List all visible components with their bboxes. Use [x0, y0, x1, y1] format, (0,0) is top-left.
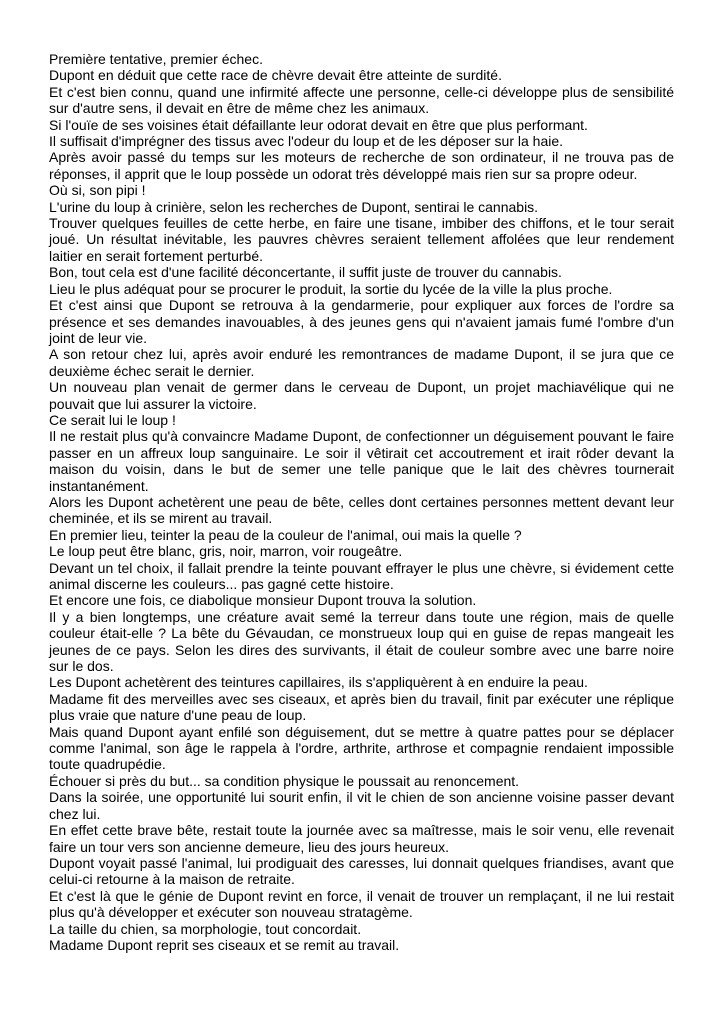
paragraph: Première tentative, premier échec. — [49, 51, 263, 67]
paragraph: Il ne restait plus qu'à convaincre Madame Dupont, de confectionner un déguisement pouvant le faire passer en un affreux loup sanguinaire. Le soir il vêtirait cet accoutrement et irait rôder devant la maison du voisin, dans le but de semer une telle panique que le lait des chèvres tournerait instantanément. — [49, 428, 674, 494]
paragraph: Où si, son pipi ! — [49, 182, 146, 199]
paragraph: Trouver quelques feuilles de cette herbe, en faire une tisane, imbiber des chiffons, et le tour serait joué. Un résultat inévitable, les pauvres chèvres seraient tellement affolées que leur rendement laitier en serait fortement perturbé. — [49, 215, 674, 264]
paragraph: Il y a bien longtemps, une créature avait semé la terreur dans toute une région, mais de quelle couleur était-elle ? La bête du Gévaudan, ce monstrueux loup qui en guise de repas mangeait les jeunes de ce pays. Selon les dires des survivants, il était de couleur sombre avec une barre noire sur le dos. — [49, 608, 674, 675]
document-page — [49, 51, 674, 953]
paragraph: Mais quand Dupont ayant enfilé son déguisement, dut se mettre à quatre pattes pour se déplacer comme l'animal, son âge le rappela à l'ordre, arthrite, arthrose et compagnie rendaient impossible toute quadrupédie. — [49, 723, 674, 773]
paragraph: Si l'ouïe de ses voisines était défaillante leur odorat devait en être que plus performant. — [49, 116, 588, 133]
paragraph: Et c'est ainsi que Dupont se retrouva à la gendarmerie, pour expliquer aux forces de l'ordre sa présence et ses demandes inavouables, à des jeunes gens qui n'avaient jamais fumé l'ombre d'un joint de leur vie. — [49, 297, 674, 346]
paragraph: Dupont en déduit que cette race de chèvre devait être atteinte de surdité. — [49, 67, 502, 84]
paragraph: La taille du chien, sa morphologie, tout concordait. — [49, 920, 362, 937]
paragraph: Dupont voyait passé l'animal, lui prodiguait des caresses, lui donnait quelques friandises, avant que celui-ci retourne à la maison de retraite. — [49, 854, 674, 888]
paragraph: Madame Dupont reprit ses ciseaux et se remit au travail. — [49, 936, 400, 953]
paragraph: Ce serait lui le loup ! — [49, 411, 176, 428]
paragraph: Les Dupont achetèrent des teintures capillaires, ils s'appliquèrent à en enduire la peau. — [49, 674, 588, 691]
paragraph: A son retour chez lui, après avoir enduré les remontrances de madame Dupont, il se jura que ce deuxième échec serait le dernier. — [49, 346, 674, 379]
paragraph: Échouer si près du but... sa condition physique le poussait au renoncement. — [49, 772, 520, 789]
paragraph: En effet cette brave bête, restait toute la journée avec sa maîtresse, mais le soir venu, elle revenait faire un tour vers son ancienne demeure, lieu des jours heureux. — [49, 822, 674, 855]
paragraph: Et c'est bien connu, quand une infirmité affecte une personne, celle-ci développe plus de sensibilité sur d'autre sens, il devait en être de même chez les animaux. — [49, 83, 674, 117]
paragraph: Il suffisait d'imprégner des tissus avec l'odeur du loup et de les déposer sur la haie. — [49, 133, 564, 150]
paragraph: En premier lieu, teinter la peau de la couleur de l'animal, oui mais la quelle ? — [49, 526, 522, 543]
paragraph: Dans la soirée, une opportunité lui sourit enfin, il vit le chien de son ancienne voisine passer devant chez lui. — [49, 789, 674, 822]
paragraph: Devant un tel choix, il fallait prendre la teinte pouvant effrayer le plus une chèvre, si évidement cette animal discerne les couleurs... pas gagné cette histoire. — [49, 559, 674, 592]
paragraph: Madame fit des merveilles avec ses ciseaux, et après bien du travail, finit par exécuter une réplique plus vraie que nature d'une peau de loup. — [49, 690, 674, 724]
paragraph: Alors les Dupont achetèrent une peau de bête, celles dont certaines personnes mettent devant leur cheminée, et ils se mirent au travail. — [49, 493, 674, 527]
paragraph: Après avoir passé du temps sur les moteurs de recherche de son ordinateur, il ne trouva pas de réponses, il apprit que le loup possède un odorat très développé mais rien sur sa propre odeur. — [49, 149, 674, 182]
paragraph: Un nouveau plan venait de germer dans le cerveau de Dupont, un projet machiavélique qui ne pouvait que lui assurer la victoire. — [49, 379, 674, 412]
paragraph: Et c'est là que le génie de Dupont revint en force, il venait de trouver un remplaçant, il ne lui restait plus qu'à développer et exécuter son nouveau stratagème. — [49, 887, 674, 921]
paragraph: Le loup peut être blanc, gris, noir, marron, voir rougeâtre. — [49, 543, 403, 560]
paragraph: L'urine du loup à crinière, selon les recherches de Dupont, sentirai le cannabis. — [49, 198, 539, 215]
paragraph: Et encore une fois, ce diabolique monsieur Dupont trouva la solution. — [49, 592, 477, 609]
paragraph: Lieu le plus adéquat pour se procurer le produit, la sortie du lycée de la ville la plus proche. — [49, 280, 613, 297]
paragraph: Bon, tout cela est d'une facilité déconcertante, il suffit juste de trouver du cannabis. — [49, 264, 562, 281]
